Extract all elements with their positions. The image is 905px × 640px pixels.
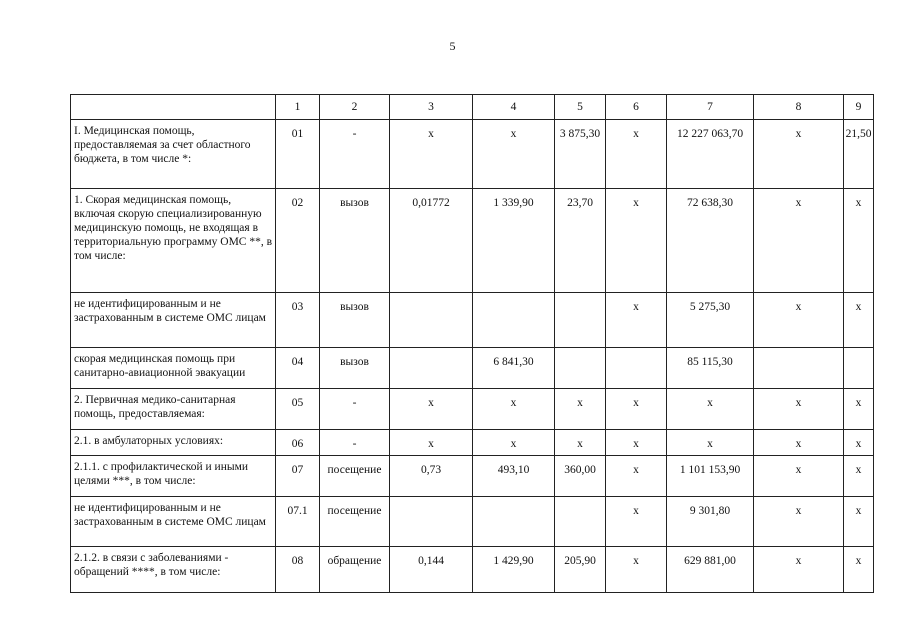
row-name-cell: не идентифицированным и не застрахованным в системе ОМС лицам bbox=[71, 293, 276, 348]
table-cell: х bbox=[844, 293, 874, 348]
table-cell bbox=[606, 348, 667, 389]
table-cell: х bbox=[754, 293, 844, 348]
table-cell: х bbox=[555, 430, 606, 456]
row-name-cell: 1. Скорая медицинская помощь, включая скорую специализированную медицинскую помощь, не входящая в территориальную программу ОМС **, в том числе: bbox=[71, 189, 276, 293]
table-cell: 1 101 153,90 bbox=[667, 456, 754, 497]
table-row bbox=[71, 189, 874, 293]
table-row bbox=[71, 430, 874, 456]
table-cell bbox=[473, 497, 555, 547]
column-header: 9 bbox=[844, 95, 874, 120]
table-cell: х bbox=[754, 547, 844, 593]
table-cell: х bbox=[844, 430, 874, 456]
table-cell: 6 841,30 bbox=[473, 348, 555, 389]
table-cell bbox=[390, 497, 473, 547]
table-row bbox=[71, 120, 874, 189]
table-cell: х bbox=[754, 497, 844, 547]
table-cell: х bbox=[844, 456, 874, 497]
table-cell: х bbox=[754, 189, 844, 293]
table-cell: 21,50 bbox=[844, 120, 874, 189]
column-header: 2 bbox=[320, 95, 390, 120]
table-cell: 07 bbox=[276, 456, 320, 497]
table-cell bbox=[754, 348, 844, 389]
table-cell: х bbox=[555, 389, 606, 430]
table-cell: 9 301,80 bbox=[667, 497, 754, 547]
table-cell: х bbox=[844, 389, 874, 430]
table-cell: 23,70 bbox=[555, 189, 606, 293]
table-cell: 3 875,30 bbox=[555, 120, 606, 189]
column-header bbox=[71, 95, 276, 120]
table-cell bbox=[555, 497, 606, 547]
table-cell: 03 bbox=[276, 293, 320, 348]
table-cell: 02 bbox=[276, 189, 320, 293]
column-header: 3 bbox=[390, 95, 473, 120]
table-cell: х bbox=[390, 120, 473, 189]
table-cell: 360,00 bbox=[555, 456, 606, 497]
table-cell: х bbox=[473, 430, 555, 456]
table-cell: х bbox=[606, 189, 667, 293]
row-name-cell: I. Медицинская помощь, предоставляемая за счет областного бюджета, в том числе *: bbox=[71, 120, 276, 189]
row-name-cell: 2.1.2. в связи с заболеваниями - обращений ****, в том числе: bbox=[71, 547, 276, 593]
table-cell: 01 bbox=[276, 120, 320, 189]
table-cell: 5 275,30 bbox=[667, 293, 754, 348]
table-cell: 629 881,00 bbox=[667, 547, 754, 593]
table-row bbox=[71, 456, 874, 497]
table-cell: - bbox=[320, 120, 390, 189]
table-cell: 1 339,90 bbox=[473, 189, 555, 293]
tariff-table bbox=[70, 94, 874, 593]
column-header: 8 bbox=[754, 95, 844, 120]
table-row bbox=[71, 389, 874, 430]
row-name-cell: не идентифицированным и не застрахованным в системе ОМС лицам bbox=[71, 497, 276, 547]
table-cell: 72 638,30 bbox=[667, 189, 754, 293]
table-cell: х bbox=[844, 189, 874, 293]
table-cell: х bbox=[606, 120, 667, 189]
table-cell: 1 429,90 bbox=[473, 547, 555, 593]
table-row bbox=[71, 497, 874, 547]
table-cell: х bbox=[606, 456, 667, 497]
column-header: 4 bbox=[473, 95, 555, 120]
table-cell: х bbox=[844, 497, 874, 547]
page-number: 5 bbox=[449, 39, 456, 53]
row-name-cell: 2.1. в амбулаторных условиях: bbox=[71, 430, 276, 456]
column-header: 5 bbox=[555, 95, 606, 120]
table-cell: х bbox=[754, 456, 844, 497]
table-cell: х bbox=[473, 389, 555, 430]
table-cell: х bbox=[473, 120, 555, 189]
table-cell: х bbox=[606, 497, 667, 547]
table-cell: вызов bbox=[320, 293, 390, 348]
column-header: 7 bbox=[667, 95, 754, 120]
table-cell: вызов bbox=[320, 189, 390, 293]
table-cell: х bbox=[844, 547, 874, 593]
table-cell: 493,10 bbox=[473, 456, 555, 497]
table-cell: 205,90 bbox=[555, 547, 606, 593]
table-cell: обращение bbox=[320, 547, 390, 593]
table-cell bbox=[390, 293, 473, 348]
table-cell bbox=[473, 293, 555, 348]
table-cell: 85 115,30 bbox=[667, 348, 754, 389]
table-cell bbox=[390, 348, 473, 389]
table-cell: х bbox=[390, 430, 473, 456]
table-cell: 08 bbox=[276, 547, 320, 593]
table-cell: 12 227 063,70 bbox=[667, 120, 754, 189]
table-cell: 06 bbox=[276, 430, 320, 456]
table-cell: - bbox=[320, 430, 390, 456]
table-cell: х bbox=[667, 389, 754, 430]
row-name-cell: 2. Первичная медико-санитарная помощь, предоставляемая: bbox=[71, 389, 276, 430]
table-cell: вызов bbox=[320, 348, 390, 389]
table-cell: х bbox=[390, 389, 473, 430]
table-cell: 04 bbox=[276, 348, 320, 389]
table-cell: х bbox=[606, 430, 667, 456]
table-cell: 07.1 bbox=[276, 497, 320, 547]
table-cell bbox=[555, 293, 606, 348]
table-cell: х bbox=[606, 389, 667, 430]
table-cell: х bbox=[754, 430, 844, 456]
header-row bbox=[71, 95, 874, 120]
table-cell: 05 bbox=[276, 389, 320, 430]
table-cell bbox=[844, 348, 874, 389]
table-row bbox=[71, 293, 874, 348]
table-cell: посещение bbox=[320, 497, 390, 547]
table-cell: х bbox=[606, 547, 667, 593]
row-name-cell: 2.1.1. с профилактической и иными целями ***, в том числе: bbox=[71, 456, 276, 497]
table-cell: х bbox=[754, 120, 844, 189]
table-cell: х bbox=[606, 293, 667, 348]
table-cell: х bbox=[754, 389, 844, 430]
table-cell: 0,73 bbox=[390, 456, 473, 497]
table-cell: - bbox=[320, 389, 390, 430]
table-cell: 0,01772 bbox=[390, 189, 473, 293]
table-row bbox=[71, 547, 874, 593]
table-cell: х bbox=[667, 430, 754, 456]
row-name-cell: скорая медицинская помощь при санитарно-авиационной эвакуации bbox=[71, 348, 276, 389]
column-header: 6 bbox=[606, 95, 667, 120]
table-cell bbox=[555, 348, 606, 389]
table-row bbox=[71, 348, 874, 389]
column-header: 1 bbox=[276, 95, 320, 120]
table-cell: посещение bbox=[320, 456, 390, 497]
table-cell: 0,144 bbox=[390, 547, 473, 593]
